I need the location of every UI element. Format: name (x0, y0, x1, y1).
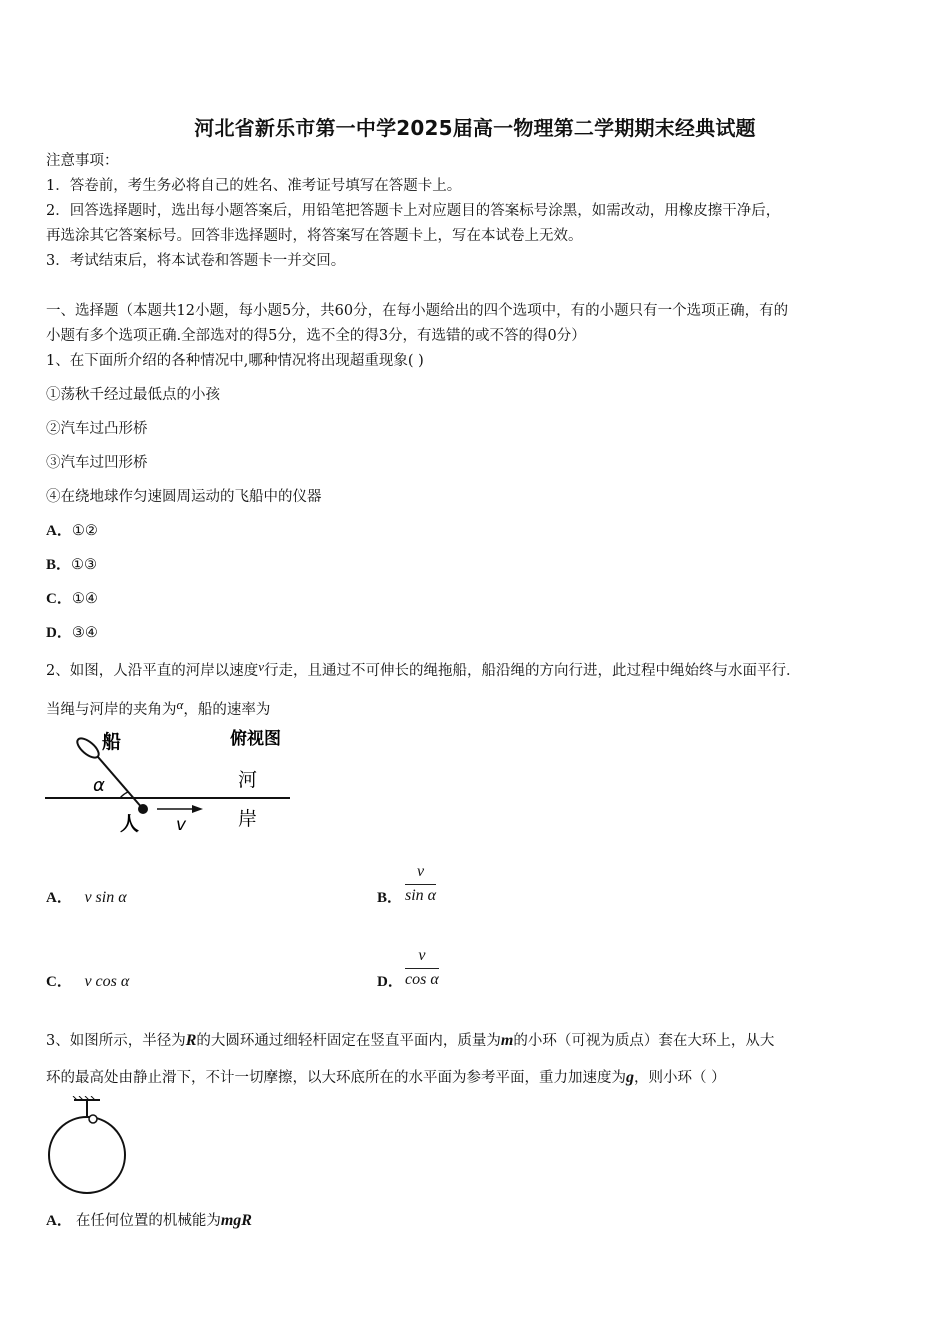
notice-item-2-cont: 再选涂其它答案标号。回答非选择题时，将答案写在答题卡上，写在本试卷上无效。 (46, 228, 583, 244)
section-header-line1: 一、选择题（本题共12小题，每小题5分，共60分，在每小题给出的四个选项中，有的小题只有一个选项正确，有的 (46, 303, 789, 319)
notice-item-1: 1．答卷前，考生务必将自己的姓名、准考证号填写在答题卡上。 (46, 178, 462, 194)
fraction-denominator: cos α (405, 971, 439, 988)
q1-stem: 1、在下面所介绍的各种情况中,哪种情况将出现超重现象( ) (46, 353, 424, 369)
notice-item-2: 2．回答选择题时，选出每小题答案后，用铅笔把答题卡上对应题目的答案标号涂黑，如需改动，用橡皮擦干净后， (46, 203, 781, 219)
angle-symbol: α (176, 697, 184, 712)
q2-option-d-fraction[interactable] (405, 947, 439, 989)
q3-text-b: 的大圆环通过细轻杆固定在竖直平面内，质量为 (196, 1033, 501, 1049)
q1-item-2: ②汽车过凸形桥 (46, 421, 148, 437)
velocity-arrowhead (192, 805, 203, 813)
label-person: 人 (120, 813, 140, 835)
q1-option-b[interactable] (46, 556, 97, 574)
option-letter: A． (46, 890, 72, 906)
gravity-symbol: g (626, 1069, 634, 1086)
q2-stem2-text-a: 当绳与河岸的夹角为 (46, 702, 177, 718)
q1-item-4: ④在绕地球作匀速圆周运动的飞船中的仪器 (46, 489, 322, 505)
q2-stem-line1 (46, 658, 801, 680)
option-expr: mgR (220, 1212, 252, 1229)
label-boat: 船 (102, 731, 122, 753)
fraction-denominator: sin α (405, 887, 437, 904)
q2-stem-line2 (46, 696, 270, 719)
notice-heading: 注意事项： (46, 153, 119, 169)
q1-item-1: ①荡秋千经过最低点的小孩 (46, 387, 220, 403)
option-text: ①④ (71, 591, 98, 607)
q1-option-a[interactable] (46, 522, 98, 540)
q2-option-d[interactable] (377, 973, 403, 991)
q2-option-a[interactable] (46, 889, 127, 907)
q2-option-b-fraction[interactable] (405, 863, 436, 905)
option-letter: B． (377, 890, 403, 906)
ring-diagram (44, 1096, 134, 1196)
q2-stem2-text-b: ，船的速率为 (183, 702, 271, 718)
option-letter: C． (46, 974, 72, 990)
option-letter: A． (46, 1213, 72, 1229)
q3-text-e: ，则小环（ ） (634, 1070, 726, 1086)
fraction-numerator: v (416, 863, 425, 880)
large-ring (49, 1117, 125, 1193)
q3-stem-line1 (46, 1032, 774, 1050)
section-header-line2: 小题有多个选项正确.全部选对的得5分，选不全的得3分，有选错的或不答的得0分） (46, 328, 586, 344)
option-text: ③④ (71, 625, 98, 641)
velocity-symbol: v (258, 659, 265, 674)
label-top-view: 俯视图 (230, 729, 281, 749)
notice-item-3: 3．考试结束后，将本试卷和答题卡一并交回。 (46, 253, 346, 269)
radius-symbol: R (185, 1032, 197, 1049)
label-v: v (176, 815, 187, 835)
option-letter: B． (46, 557, 72, 573)
option-letter: D． (377, 974, 403, 990)
label-river: 河 (238, 769, 258, 791)
mass-symbol: m (500, 1032, 514, 1049)
boat-shape (74, 735, 102, 761)
q3-text-c: 的小环（可视为质点）套在大环上，从大 (513, 1033, 775, 1049)
q3-text-a: 3、如图所示，半径为 (46, 1033, 186, 1049)
q3-stem-line2 (46, 1069, 726, 1087)
q2-stem-text-a: 2、如图，人沿平直的河岸以速度 (46, 663, 259, 679)
q1-option-c[interactable] (46, 590, 98, 608)
option-letter: D． (46, 625, 72, 641)
q2-stem-text-b: 行走，且通过不可伸长的绳拖船，船沿绳的方向行进，此过程中绳始终与水面平行． (264, 663, 801, 679)
option-expr: v cos α (84, 973, 130, 990)
q1-item-3: ③汽车过凹形桥 (46, 455, 148, 471)
q3-text-d: 环的最高处由静止滑下，不计一切摩擦，以大环底所在的水平面为参考平面，重力加速度为 (46, 1070, 626, 1086)
option-text: ①③ (71, 557, 98, 573)
small-ring (89, 1115, 97, 1123)
label-bank: 岸 (238, 808, 258, 830)
q1-option-d[interactable] (46, 624, 98, 642)
option-text: ①② (71, 523, 98, 539)
option-expr: v sin α (84, 889, 127, 906)
q2-option-b[interactable] (377, 889, 402, 907)
q2-option-c[interactable] (46, 973, 129, 991)
page-title: 河北省新乐市第一中学2025届高一物理第二学期期末经典试题 (194, 116, 756, 140)
option-letter: C． (46, 591, 72, 607)
option-letter: A． (46, 523, 72, 539)
label-alpha: α (93, 775, 105, 796)
option-text: 在任何位置的机械能为 (75, 1213, 221, 1229)
boat-rope-diagram (40, 726, 300, 838)
fraction-numerator: v (418, 947, 426, 964)
q3-option-a[interactable] (46, 1212, 252, 1230)
person-dot (138, 804, 148, 814)
